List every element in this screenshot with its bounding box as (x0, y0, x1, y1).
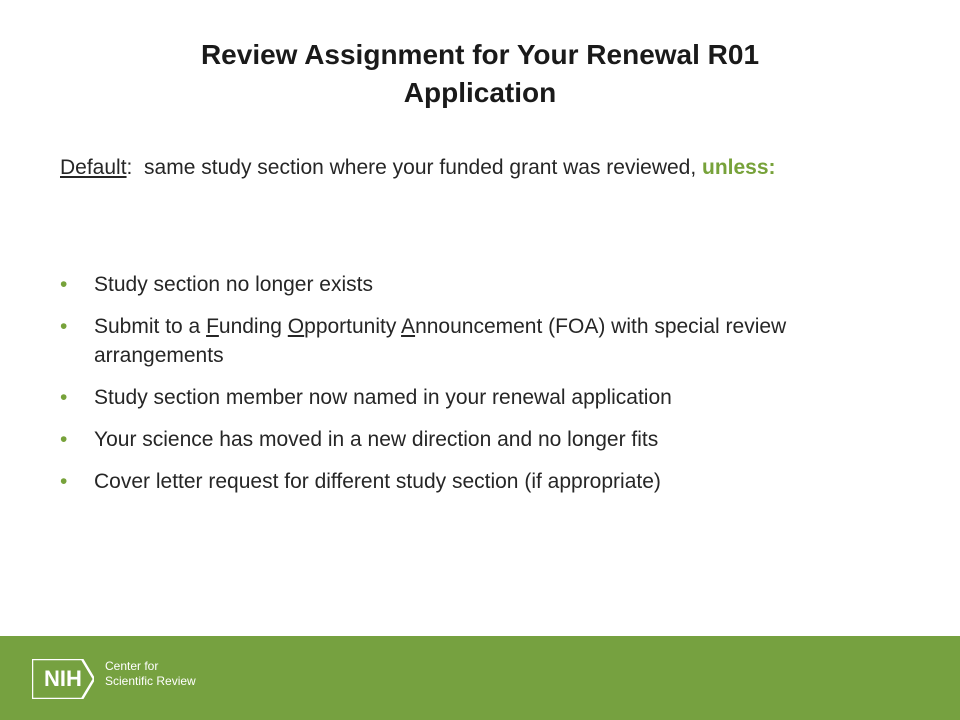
bullet-item-5 (60, 467, 920, 496)
slide-title (80, 36, 880, 112)
unless-emphasis: unless: (702, 156, 776, 179)
acronym-letter-f: F (206, 315, 219, 338)
csr-line-1: Center for (105, 659, 159, 673)
bullet-dot-icon: • (60, 470, 68, 493)
bullet-item-2 (60, 312, 920, 370)
bullet-dot-icon: • (60, 315, 68, 338)
bullet-dot-icon: • (60, 273, 68, 296)
bullet-text-1: Study section no longer exists (94, 273, 373, 296)
bullet-dot-icon: • (60, 386, 68, 409)
slide-title-line-2: Application (403, 77, 557, 108)
bullet-item-1 (60, 270, 920, 299)
bullet-text-4: Your science has moved in a new direction and no longer fits (94, 428, 659, 451)
intro-text: same study section where your funded grant was reviewed, (132, 156, 703, 179)
bullet-list (60, 270, 920, 509)
bullet-text-3: Study section member now named in your renewal application (94, 386, 672, 409)
csr-logo-text (105, 659, 245, 689)
acronym-letter-a: A (401, 315, 416, 338)
csr-line-2: Scientific Review (105, 674, 196, 688)
intro-paragraph (60, 152, 880, 184)
bullet-2-part: pportunity (304, 315, 402, 338)
slide-title-line-1: Review Assignment for Your Renewal R01 (200, 39, 760, 70)
default-label: Default (60, 156, 127, 179)
bullet-dot-icon: • (60, 428, 68, 451)
bullet-text-5: Cover letter request for different study section (if appropriate) (94, 470, 661, 493)
bullet-item-4 (60, 425, 920, 454)
nih-csr-logo (32, 651, 232, 703)
acronym-letter-o: O (287, 315, 305, 338)
default-colon: : (126, 156, 133, 179)
nih-logo-text: NIH (44, 666, 82, 691)
bullet-2-part: unding (218, 315, 288, 338)
bullet-item-3 (60, 383, 920, 412)
bullet-text-2 (94, 315, 786, 367)
bullet-2-part: Submit to a (94, 315, 207, 338)
bullet-2-part: nnouncement (FOA) with special review arrangements (94, 315, 787, 367)
footer-bar (0, 636, 960, 720)
